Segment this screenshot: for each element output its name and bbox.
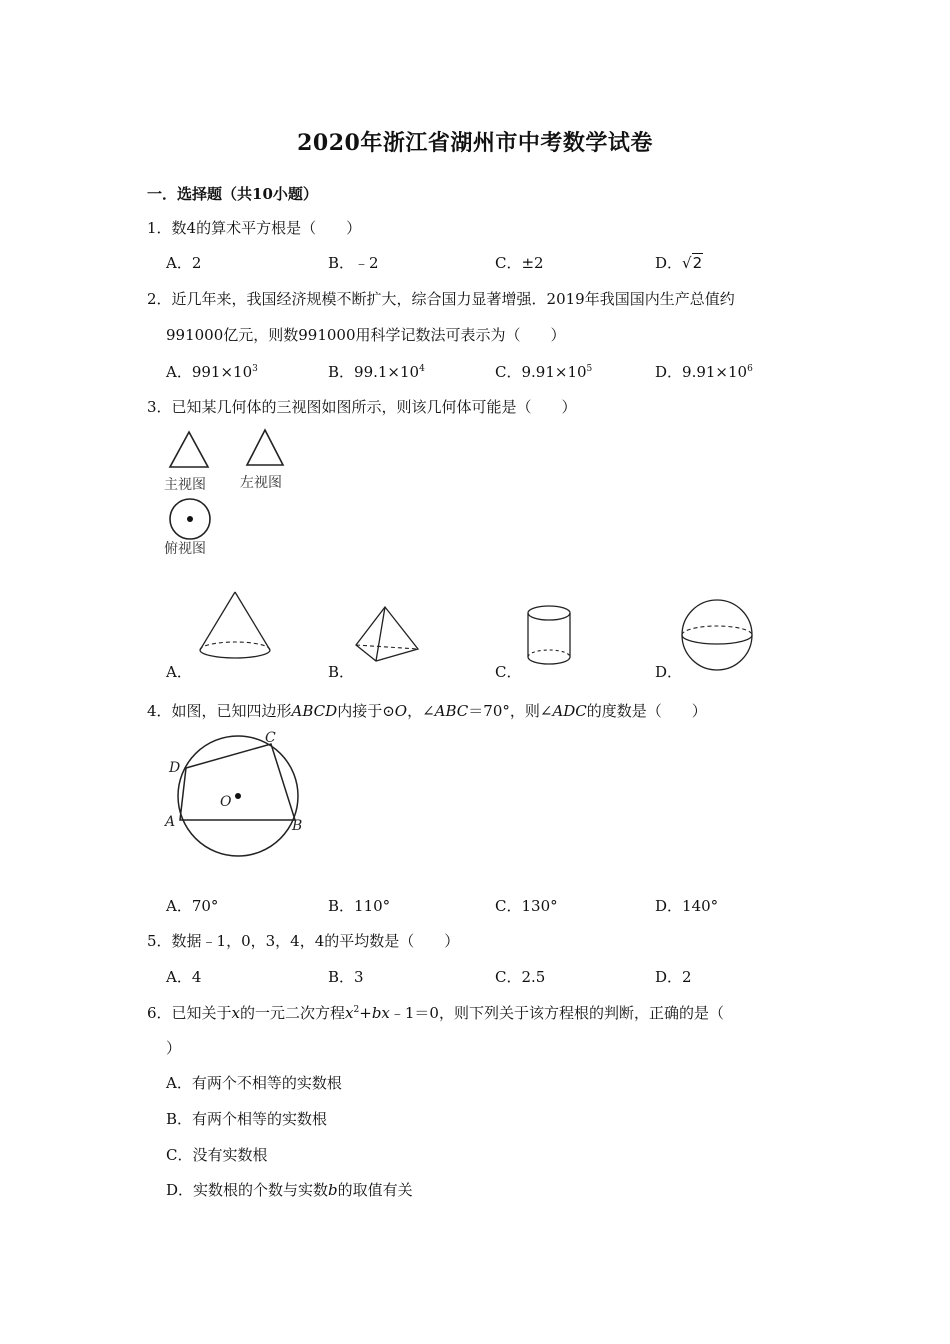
q6-eq-rest: ﹣1＝0，则下列关于该方程根的判断，正确的是（ [389, 1004, 724, 1022]
q6-option-a: A．有两个不相等的实数根 [166, 1074, 342, 1092]
center-o-label: O [220, 794, 232, 810]
q6-eq-exp: 2 [353, 1005, 360, 1015]
q5-option-a: A．4 [166, 968, 202, 986]
q1-option-c: C．±2 [495, 254, 544, 272]
q4-quad: ABCD [291, 702, 338, 720]
q4-option-c: C．130° [495, 897, 558, 915]
top-view-label: 俯视图 [164, 541, 206, 557]
q6-option-d-pre: D．实数根的个数与实数 [166, 1181, 329, 1199]
q3-option-c: C． [495, 663, 522, 681]
point-d-label: D [169, 760, 181, 776]
q6-var-x: x [231, 1004, 241, 1022]
q5-option-d: D．2 [655, 968, 692, 986]
inscribed-quadrilateral-figure [160, 728, 320, 863]
q6-option-d-var: b [328, 1181, 338, 1199]
q6-stem-pre: 6．已知关于 [147, 1004, 232, 1022]
q2-option-a-exp: 3 [252, 364, 258, 374]
q6-eq-bx: bx [371, 1004, 390, 1022]
q4-stem-mid: 内接于⊙ [337, 702, 395, 720]
q2-option-d [655, 362, 753, 382]
q2-option-c-exp: 5 [586, 364, 593, 374]
page-title: 2020年浙江省湖州市中考数学试卷 [297, 130, 653, 156]
q2-option-c [495, 362, 592, 382]
q3-option-d: D． [655, 663, 683, 681]
q5-option-b: B．3 [328, 968, 364, 986]
q2-option-d-exp: 6 [747, 364, 753, 374]
question-2-stem-line1: 2．近几年来，我国经济规模不断扩大，综合国力显著增强．2019年我国国内生产总值约 [147, 290, 735, 308]
q6-eq-plus: + [359, 1004, 372, 1022]
q6-stem-mid: 的一元二次方程 [240, 1004, 346, 1022]
q2-option-b [328, 362, 425, 382]
sqrt-sign-icon: √ [682, 254, 692, 272]
q2-option-b-exp: 4 [419, 364, 425, 374]
point-c-label: C [265, 730, 276, 746]
q3-option-b: B． [328, 663, 355, 681]
q3-option-a: A． [166, 663, 192, 681]
q1-option-a: A．2 [166, 254, 202, 272]
q2-option-b-label: B．99.1×10 [328, 363, 420, 381]
cone-figure [196, 590, 274, 670]
sphere-figure [680, 598, 756, 674]
question-2-stem-line2: 991000亿元，则数991000用科学记数法可表示为（ ） [166, 326, 566, 344]
question-4-stem [147, 701, 707, 721]
q4-stem-pre: 4．如图，已知四边形 [147, 702, 292, 720]
q1-option-d [655, 253, 703, 273]
q4-angle2: ADC [552, 702, 587, 720]
section-heading: 一．选择题（共10小题） [147, 185, 318, 203]
q2-option-a [166, 362, 258, 382]
q1-option-d-label: D． [655, 254, 683, 272]
point-a-label: A [165, 814, 176, 830]
top-view-circle [168, 497, 214, 543]
point-b-label: B [292, 818, 303, 834]
q6-option-b: B．有两个相等的实数根 [166, 1110, 328, 1128]
question-5-stem: 5．数据﹣1，0，3，4，4的平均数是（ ） [147, 932, 460, 950]
q4-option-d: D．140° [655, 897, 719, 915]
q6-option-c: C．没有实数根 [166, 1146, 268, 1164]
q1-option-b: B．﹣2 [328, 254, 379, 272]
side-view-label: 左视图 [240, 475, 282, 491]
side-view-triangle [245, 428, 285, 466]
question-1-stem: 1．数4的算术平方根是（ ） [147, 219, 362, 237]
question-6-stem [147, 1003, 724, 1023]
question-6-stem-line2: ） [166, 1039, 182, 1057]
cylinder-figure [525, 604, 575, 666]
q4-option-b: B．110° [328, 897, 391, 915]
q4-circle: O [394, 702, 408, 720]
front-view-triangle [168, 430, 210, 468]
q2-option-c-label: C．9.91×10 [495, 363, 587, 381]
q4-stem-mid3: ＝70°，则∠ [468, 702, 553, 720]
question-3-stem: 3．已知某几何体的三视图如图所示，则该几何体可能是（ ） [147, 398, 577, 416]
sqrt-radicand: 2 [692, 254, 703, 272]
q4-stem-post: 的度数是（ ） [586, 702, 707, 720]
q2-option-a-label: A．991×10 [166, 363, 253, 381]
q6-option-d-post: 的取值有关 [337, 1181, 413, 1199]
q5-option-c: C．2.5 [495, 968, 546, 986]
q2-option-d-label: D．9.91×10 [655, 363, 748, 381]
front-view-label: 主视图 [164, 477, 206, 493]
pyramid-figure [352, 605, 422, 665]
q4-angle1: ABC [434, 702, 469, 720]
q4-option-a: A．70° [166, 897, 219, 915]
q6-option-d [166, 1180, 413, 1200]
q6-eq-x: x [345, 1004, 354, 1022]
q4-stem-mid2: ，∠ [407, 702, 435, 720]
